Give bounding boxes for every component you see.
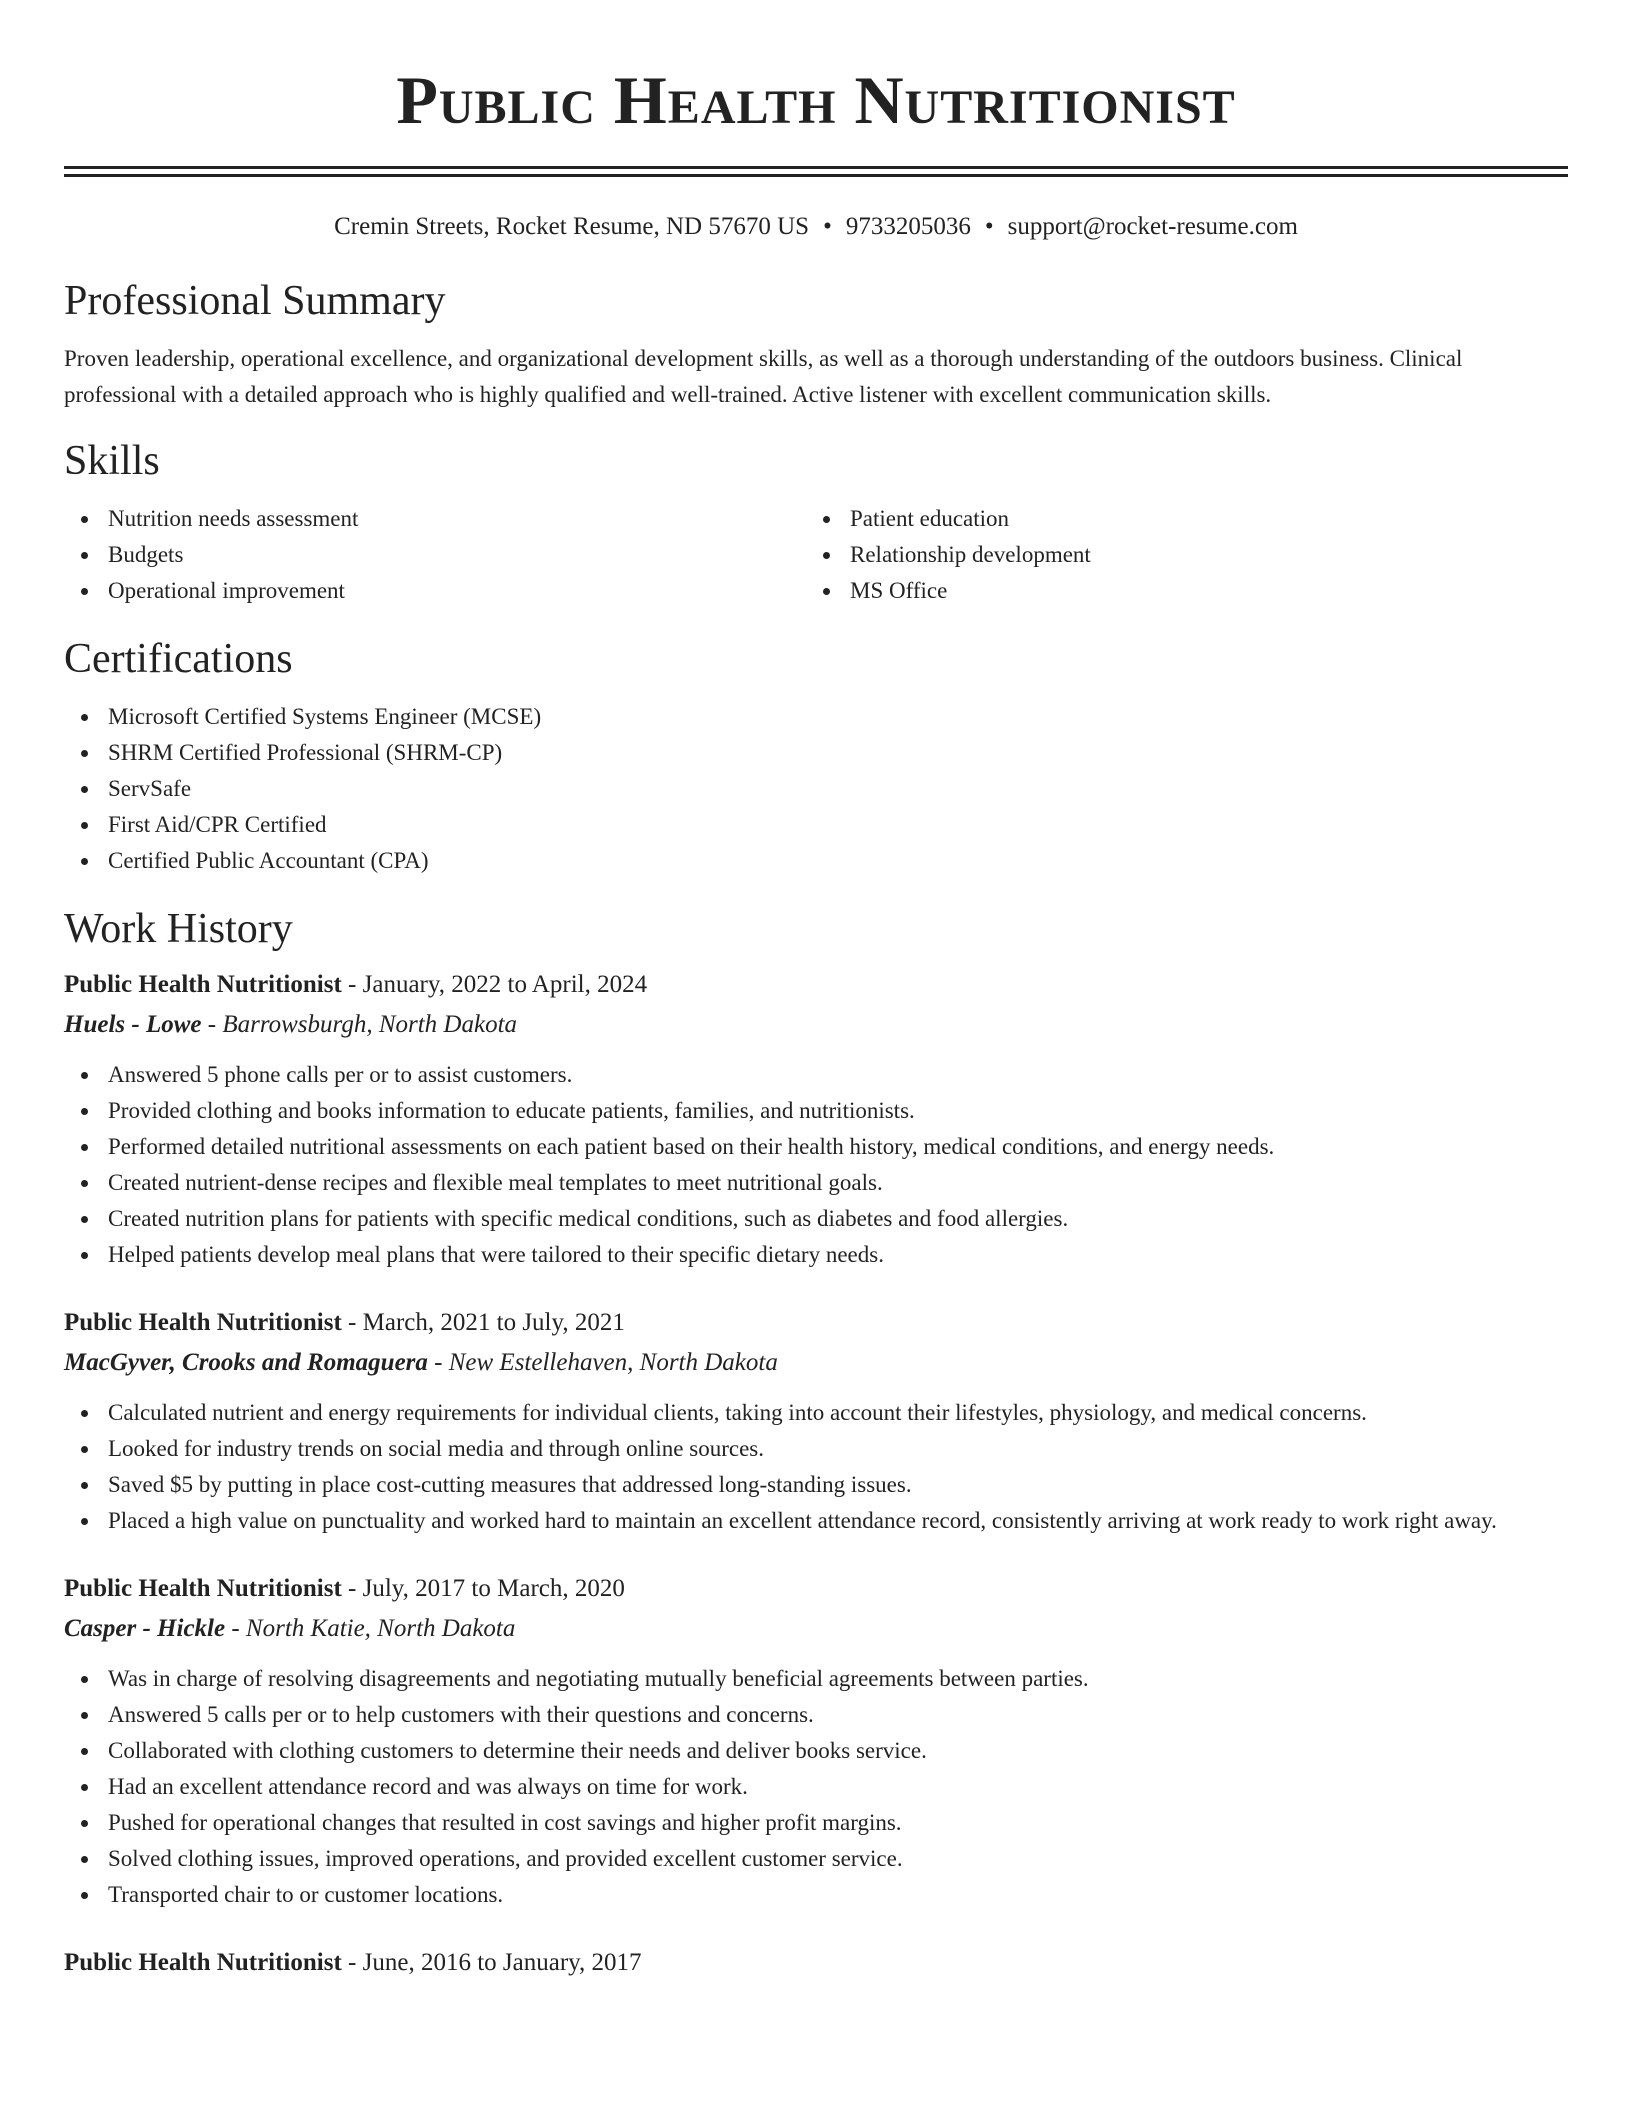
skills-list-left xyxy=(64,501,806,609)
resume-name: Public Health Nutritionist xyxy=(396,62,1236,138)
job-title: Public Health Nutritionist xyxy=(64,1575,342,1602)
job-duties-list xyxy=(64,1661,1568,1913)
company-location: - Barrowsburgh, North Dakota xyxy=(201,1011,518,1038)
contact-line xyxy=(64,211,1568,243)
company-name: Huels - Lowe xyxy=(64,1011,202,1038)
company-line xyxy=(64,1345,1568,1381)
job-duty: Performed detailed nutritional assessments on each patient based on their health history, medical conditions, and energy needs. xyxy=(64,1129,1568,1165)
job-entry xyxy=(64,967,1568,1273)
certifications-section xyxy=(64,633,1568,879)
job-duty: Answered 5 phone calls per or to assist customers. xyxy=(64,1057,1568,1093)
certification-item: Microsoft Certified Systems Engineer (MCSE) xyxy=(64,699,1568,735)
work-history-heading: Work History xyxy=(64,906,293,952)
job-title: Public Health Nutritionist xyxy=(64,1949,342,1976)
summary-text: Proven leadership, operational excellence, and organizational development skills, as well as a thorough understanding of the outdoors business. Clinical professional with a detailed approach who is highly qualified and well-trained. Active listener with excellent communication skills. xyxy=(64,346,1463,407)
job-title: Public Health Nutritionist xyxy=(64,971,342,998)
job-duty: Looked for industry trends on social media and through online sources. xyxy=(64,1431,1568,1467)
job-duty: Transported chair to or customer locations. xyxy=(64,1877,1568,1913)
job-dates: - March, 2021 to July, 2021 xyxy=(341,1309,625,1336)
skills-grid xyxy=(64,501,1568,609)
work-history-section xyxy=(64,903,1568,1981)
header-double-rule xyxy=(64,166,1568,177)
contact-separator: • xyxy=(984,213,994,240)
job-title-line xyxy=(64,1945,1568,1981)
skills-section xyxy=(64,435,1568,609)
skills-heading: Skills xyxy=(64,438,160,484)
company-name: Casper - Hickle xyxy=(64,1615,226,1642)
certifications-list xyxy=(64,699,1568,879)
job-duty: Answered 5 calls per or to help customers with their questions and concerns. xyxy=(64,1697,1568,1733)
job-duty: Placed a high value on punctuality and worked hard to maintain an excellent attendance record, consistently arriving at work ready to work right away. xyxy=(64,1503,1568,1539)
contact-phone: 9733205036 xyxy=(845,213,971,240)
skill-item: Nutrition needs assessment xyxy=(64,501,806,537)
job-entry xyxy=(64,1305,1568,1539)
certification-item: ServSafe xyxy=(64,771,1568,807)
job-duty: Pushed for operational changes that resulted in cost savings and higher profit margins. xyxy=(64,1805,1568,1841)
contact-separator: • xyxy=(823,213,832,240)
job-title-line xyxy=(64,1571,1568,1607)
company-line xyxy=(64,1007,1568,1043)
skill-item: MS Office xyxy=(806,573,1548,609)
job-dates: - June, 2016 to January, 2017 xyxy=(341,1949,642,1976)
skill-item: Operational improvement xyxy=(64,573,806,609)
contact-email: support@rocket-resume.com xyxy=(1007,213,1298,240)
company-location: - North Katie, North Dakota xyxy=(225,1615,516,1642)
company-line xyxy=(64,1611,1568,1647)
skill-item: Relationship development xyxy=(806,537,1548,573)
certification-item: SHRM Certified Professional (SHRM-CP) xyxy=(64,735,1568,771)
job-duties-list xyxy=(64,1057,1568,1273)
job-title-line xyxy=(64,967,1568,1003)
certification-item: Certified Public Accountant (CPA) xyxy=(64,843,1568,879)
skill-item: Budgets xyxy=(64,537,806,573)
job-duty: Provided clothing and books information to educate patients, families, and nutritionists. xyxy=(64,1093,1568,1129)
company-name: MacGyver, Crooks and Romaguera xyxy=(64,1349,428,1376)
job-entry xyxy=(64,1571,1568,1913)
job-duty: Collaborated with clothing customers to determine their needs and deliver books service. xyxy=(64,1733,1568,1769)
job-dates: - January, 2022 to April, 2024 xyxy=(341,971,648,998)
skill-item: Patient education xyxy=(806,501,1548,537)
job-duty: Calculated nutrient and energy requirements for individual clients, taking into account their lifestyles, physiology, and medical concerns. xyxy=(64,1395,1568,1431)
summary-heading: Professional Summary xyxy=(64,278,446,324)
job-duty: Saved $5 by putting in place cost-cutting measures that addressed long-standing issues. xyxy=(64,1467,1568,1503)
certification-item: First Aid/CPR Certified xyxy=(64,807,1568,843)
job-title-line xyxy=(64,1305,1568,1341)
job-duty: Had an excellent attendance record and was always on time for work. xyxy=(64,1769,1568,1805)
job-duty: Solved clothing issues, improved operations, and provided excellent customer service. xyxy=(64,1841,1568,1877)
company-location: - New Estellehaven, North Dakota xyxy=(427,1349,778,1376)
job-entry xyxy=(64,1945,1568,1981)
contact-address: Cremin Streets, Rocket Resume, ND 57670 US xyxy=(334,213,810,240)
certifications-heading: Certifications xyxy=(64,636,293,682)
job-duties-list xyxy=(64,1395,1568,1539)
summary-section xyxy=(64,275,1568,413)
job-duty: Created nutrition plans for patients with specific medical conditions, such as diabetes and food allergies. xyxy=(64,1201,1568,1237)
job-duty: Was in charge of resolving disagreements and negotiating mutually beneficial agreements between parties. xyxy=(64,1661,1568,1697)
skills-list-right xyxy=(806,501,1548,609)
resume-page xyxy=(64,0,1568,1981)
job-title: Public Health Nutritionist xyxy=(64,1309,342,1336)
job-duty: Helped patients develop meal plans that were tailored to their specific dietary needs. xyxy=(64,1237,1568,1273)
job-dates: - July, 2017 to March, 2020 xyxy=(341,1575,625,1602)
job-duty: Created nutrient-dense recipes and flexible meal templates to meet nutritional goals. xyxy=(64,1165,1568,1201)
